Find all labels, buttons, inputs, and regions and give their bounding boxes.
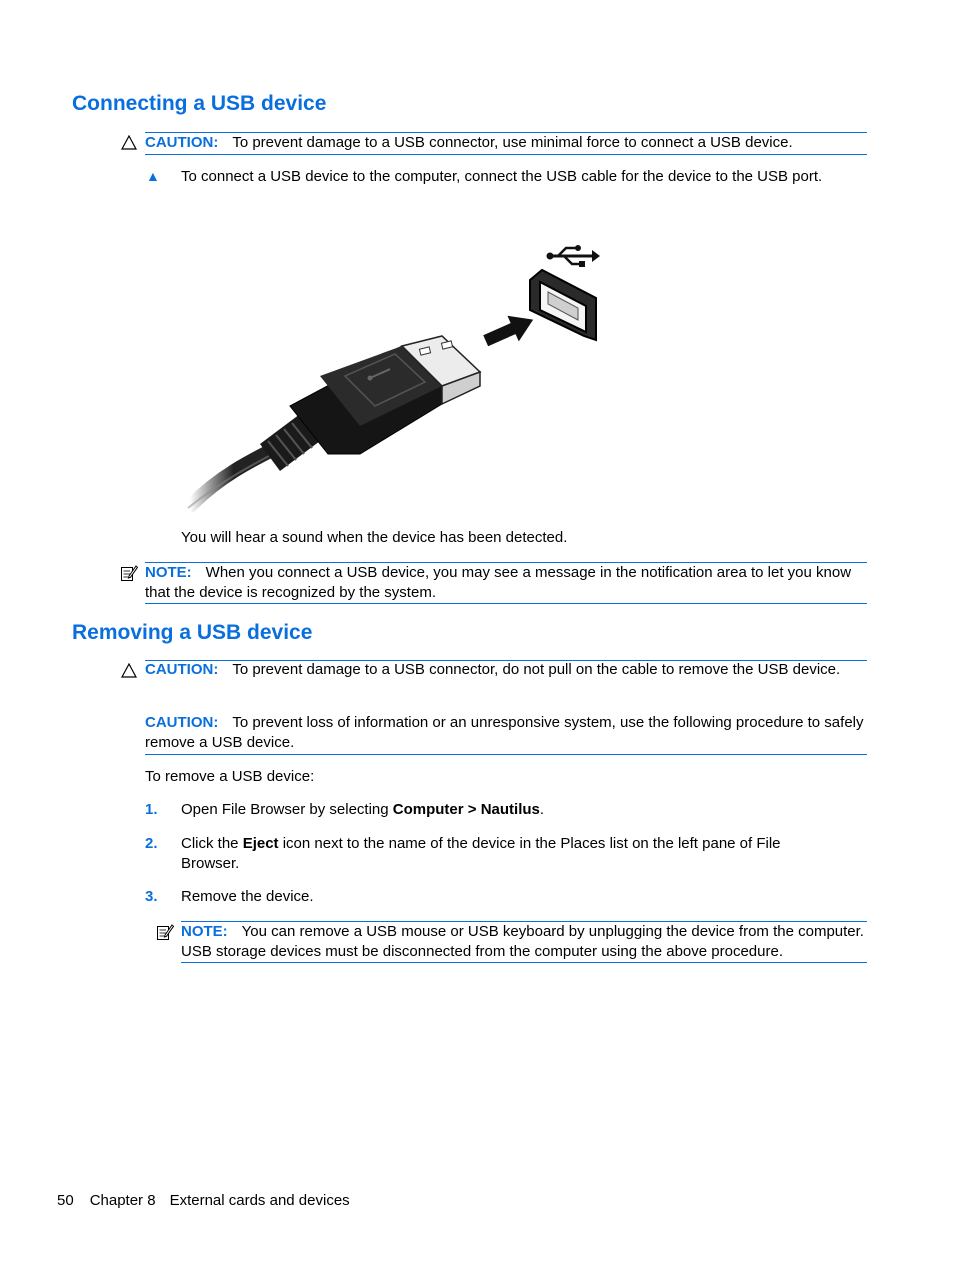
section-title-connecting: Connecting a USB device: [72, 92, 327, 115]
caution-label: CAUTION:: [145, 134, 219, 151]
caution-triangle-icon: [121, 135, 137, 155]
usb-symbol-icon: [547, 245, 601, 267]
note-pencil-icon: [156, 923, 174, 946]
caution-text: To prevent loss of information or an unresponsive system, use the following procedure to safely remove a USB device.: [145, 714, 864, 751]
note-box-remove: [181, 921, 867, 963]
caution-remove-1: [145, 660, 865, 680]
usb-plug: [290, 336, 480, 454]
remove-intro: To remove a USB device:: [145, 768, 315, 785]
note-text: You can remove a USB mouse or USB keyboard by unplugging the device from the computer. USB storage devices must be disconnected from the computer using the above procedure.: [181, 923, 864, 960]
caution-text: To prevent damage to a USB connector, use minimal force to connect a USB device.: [232, 134, 793, 151]
section-title-removing: Removing a USB device: [72, 621, 313, 644]
step-text-post: icon next to the name of the device in the Places list on the left pane of File Browser.: [181, 835, 781, 872]
caution-remove-2: [145, 713, 865, 752]
chapter-number: Chapter 8: [89, 1192, 156, 1209]
step-number: 3.: [145, 888, 158, 905]
step-text: Open File Browser by selecting: [181, 801, 393, 818]
note-pencil-icon: [120, 564, 138, 587]
note-box-connect: [145, 562, 867, 604]
caution-box-connect: [145, 132, 867, 155]
step-bullet: ▲: [146, 168, 160, 184]
step-number: 2.: [145, 835, 158, 852]
note-label: NOTE:: [181, 923, 228, 940]
step-bold: Eject: [242, 835, 279, 852]
step-item-2: [181, 834, 831, 873]
chapter-title: External cards and devices: [169, 1192, 350, 1209]
step-text-post: .: [539, 801, 545, 818]
caution-label: CAUTION:: [145, 714, 219, 731]
caution-triangle-icon: [121, 663, 137, 683]
insert-arrow: [480, 307, 539, 354]
step-bold: Computer > Nautilus: [392, 801, 540, 818]
caution-label: CAUTION:: [145, 661, 219, 678]
note-text: When you connect a USB device, you may see a message in the notification area to let you know that the device is recognized by the system.: [145, 564, 852, 601]
step-number: 1.: [145, 801, 158, 818]
page-number: 50: [57, 1192, 74, 1209]
step-item-3: [181, 887, 861, 907]
page-footer: [57, 1192, 350, 1209]
usb-port: [530, 270, 596, 340]
step-item-1: [181, 800, 861, 820]
step-text: Click the: [181, 835, 243, 852]
caution-text: To prevent damage to a USB connector, do not pull on the cable to remove the USB device.: [232, 661, 841, 678]
detection-text: You will hear a sound when the device has been detected.: [181, 529, 568, 546]
step-text: To connect a USB device to the computer, connect the USB cable for the device to the USB port.: [181, 168, 823, 185]
note-label: NOTE:: [145, 564, 192, 581]
usb-illustration: [180, 236, 610, 521]
step-text: Remove the device.: [181, 888, 314, 905]
